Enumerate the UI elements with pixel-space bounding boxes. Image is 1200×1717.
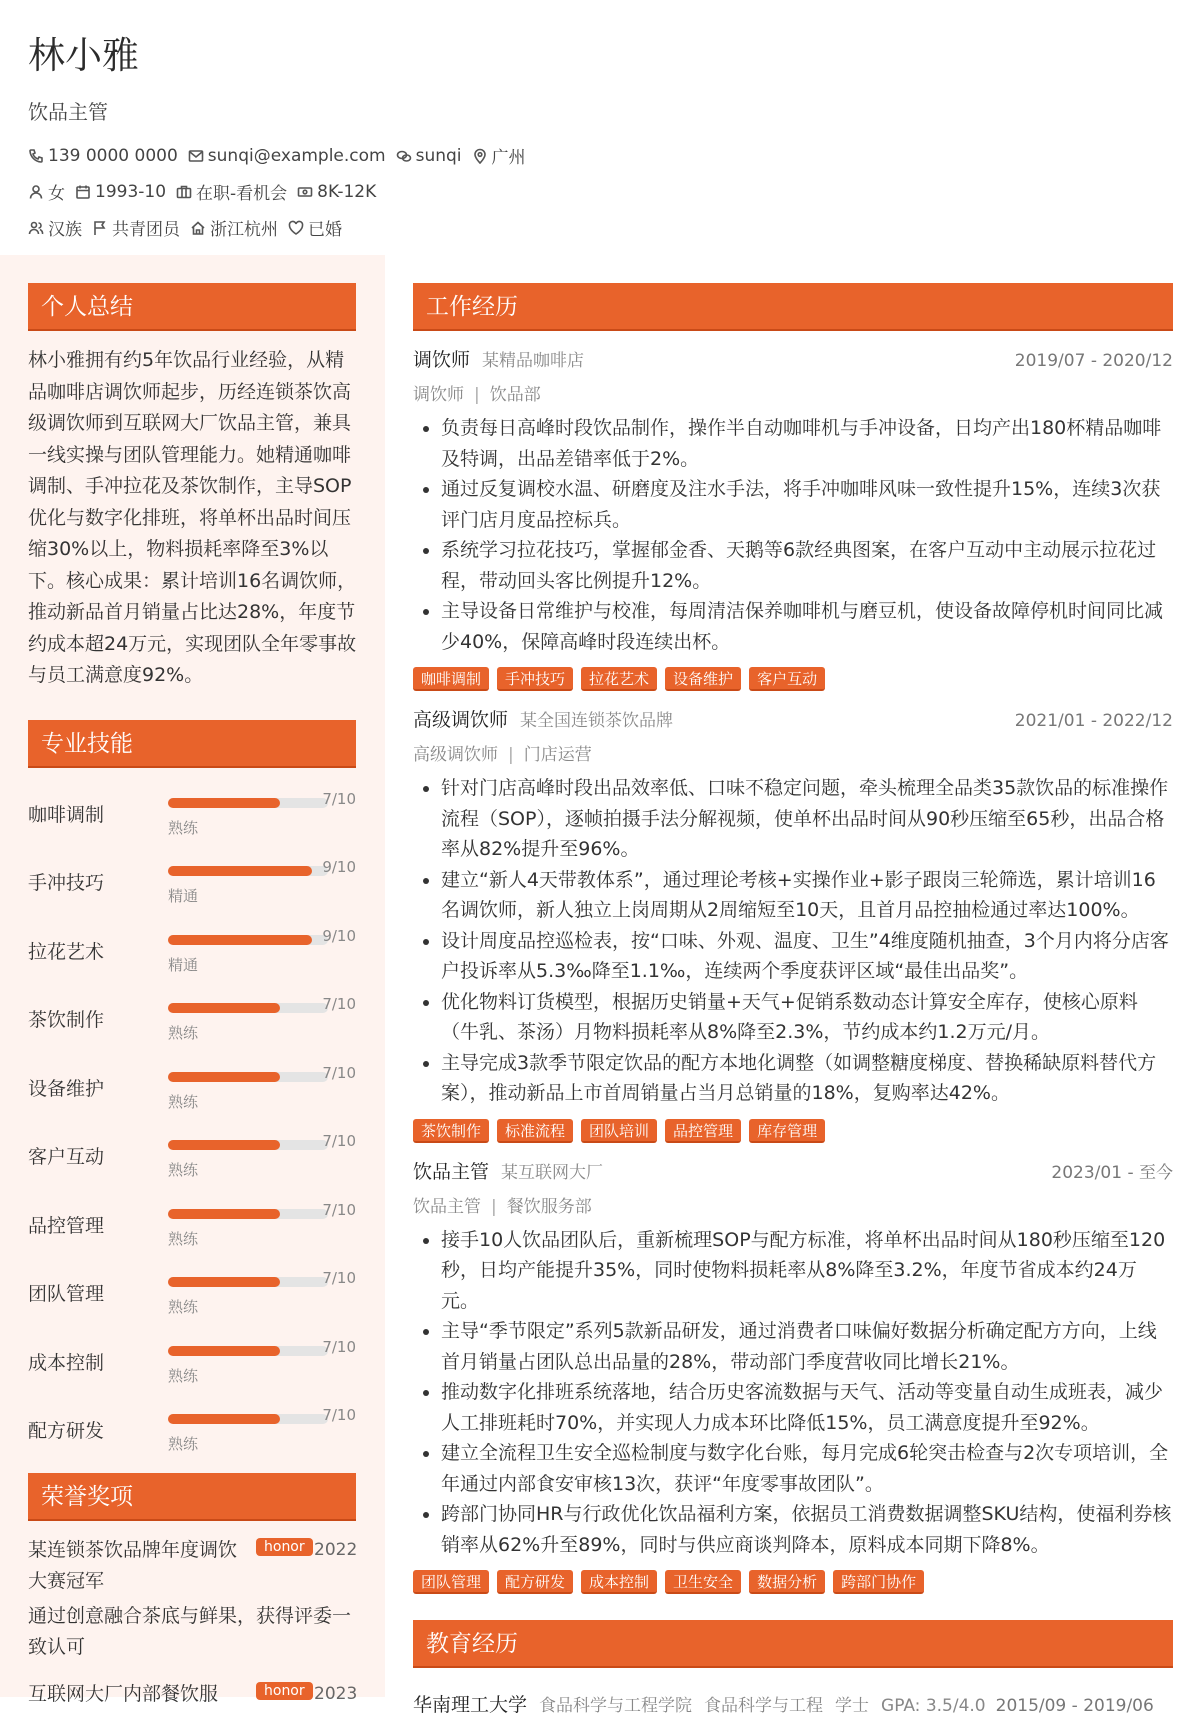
skill-level: 精通 — [168, 887, 199, 905]
status-item — [176, 179, 287, 204]
skill-tag: 成本控制 — [581, 1570, 657, 1594]
money-icon — [297, 184, 313, 200]
job-header — [413, 345, 1173, 372]
skill-level: 熟练 — [168, 1298, 199, 1316]
candidate-title: 饮品主管 — [28, 100, 108, 124]
salary-text: 8K-12K — [317, 181, 377, 202]
honor-badge: honor — [256, 1538, 313, 1556]
job-subline — [413, 380, 1173, 405]
skill-bar-fill — [168, 1003, 280, 1013]
divider: | — [508, 745, 514, 765]
skill-level: 熟练 — [168, 1366, 199, 1385]
home-icon — [190, 220, 206, 236]
skill-bar-fill — [168, 1072, 280, 1082]
city-text: 广州 — [491, 148, 526, 168]
skill-item — [28, 1054, 356, 1123]
flag-icon — [92, 220, 108, 236]
skill-bar-track — [168, 1414, 328, 1424]
job-subline — [413, 1192, 1173, 1217]
job-entry — [413, 345, 1173, 691]
honor-badge: honor — [256, 1682, 313, 1700]
location-icon — [472, 148, 488, 164]
skill-level: 熟练 — [168, 1092, 199, 1111]
skill-item — [28, 780, 356, 849]
job-company: 某互联网大厂 — [501, 1162, 604, 1183]
main-content — [413, 255, 1173, 1717]
job-department: 饮品部 — [489, 385, 541, 405]
skill-name: 拉花艺术 — [28, 940, 105, 963]
honor-year: 2022 — [314, 1539, 358, 1560]
skills-heading: 专业技能 — [28, 720, 356, 768]
hometown-item — [190, 215, 278, 240]
summary-heading: 个人总结 — [28, 283, 356, 331]
wechat-item — [396, 146, 462, 166]
honors-heading: 荣誉奖项 — [28, 1473, 356, 1521]
skill-item — [28, 1122, 356, 1191]
skill-name: 客户互动 — [28, 1146, 105, 1168]
skill-bar-track — [168, 1346, 328, 1356]
skill-bar-track — [168, 866, 328, 876]
job-position: 饮品主管 — [413, 1196, 481, 1217]
skill-score: 9/10 — [322, 926, 356, 945]
skill-level: 精通 — [168, 955, 199, 974]
job-tags — [413, 667, 1173, 691]
skill-item — [28, 985, 356, 1054]
city-item — [472, 143, 526, 168]
edu-gpa: GPA: 3.5/4.0 — [881, 1696, 986, 1716]
gender-item — [28, 179, 65, 204]
job-role: 高级调饮师 — [413, 709, 509, 731]
skill-score: 7/10 — [322, 1269, 356, 1287]
skill-score: 7/10 — [322, 1132, 356, 1150]
skill-level: 熟练 — [168, 1161, 199, 1179]
skill-item — [28, 1259, 356, 1328]
wechat-text: sunqi — [415, 145, 462, 166]
skill-name: 茶饮制作 — [28, 1009, 105, 1031]
bullet-item: • 跨部门协同HR与行政优化饮品福利方案，依据员工消费数据调整SKU结构，使福利券核销率从62%升至89%，同时与供应商谈判降本，原料成本同期下降8%。 — [441, 1499, 1173, 1560]
job-bullets — [413, 413, 1173, 657]
skill-tag: 客户互动 — [749, 667, 825, 691]
job-header — [413, 1157, 1173, 1184]
birth-item — [75, 182, 166, 202]
skill-bar-fill — [168, 798, 280, 808]
skill-bar-fill — [168, 866, 312, 876]
skill-score: 7/10 — [322, 1337, 356, 1356]
skill-tag: 拉花艺术 — [581, 667, 657, 691]
honor-desc: 通过创意融合茶底与鲜果，获得评委一致认可 — [28, 1604, 352, 1658]
work-heading: 工作经历 — [413, 283, 1173, 331]
skill-tag: 库存管理 — [749, 1119, 825, 1143]
ethnicity-text: 汉族 — [48, 220, 82, 240]
ethnicity-item — [28, 215, 82, 240]
bullet-item: • 负责每日高峰时段饮品制作，操作半自动咖啡机与手冲设备，日均产出180杯精品咖啡及特调，出品差错率低于2%。 — [441, 413, 1173, 474]
bullet-item: • 主导“季节限定”系列5款新品研发，通过消费者口味偏好数据分析确定配方方向，上线首月销量占团队总出品量的28%，带动部门季度营收同比增长21%。 — [441, 1316, 1173, 1377]
basics-row — [28, 179, 1178, 204]
honor-year: 2023 — [314, 1683, 358, 1704]
job-subline — [413, 740, 1173, 765]
skill-score: 7/10 — [322, 1200, 356, 1219]
phone-icon — [28, 148, 44, 164]
job-role-company — [413, 1157, 603, 1184]
skill-bar-fill — [168, 1346, 280, 1356]
skill-item — [28, 1396, 356, 1465]
calendar-icon — [75, 184, 91, 200]
skill-item — [28, 1191, 356, 1260]
skill-tag: 跨部门协作 — [833, 1570, 924, 1594]
political-text: 共青团员 — [112, 220, 180, 240]
skill-level: 熟练 — [168, 1229, 199, 1248]
skill-bar-fill — [168, 1414, 280, 1424]
people-icon — [28, 220, 44, 236]
skill-bar-track — [168, 1209, 328, 1219]
job-role: 调饮师 — [413, 349, 471, 371]
job-role: 饮品主管 — [413, 1160, 490, 1183]
person-icon — [28, 184, 44, 200]
heart-icon — [288, 220, 304, 236]
skill-score: 7/10 — [322, 995, 356, 1013]
honor-title: 某连锁茶饮品牌年度调饮大赛冠军 — [28, 1538, 238, 1592]
birth-text: 1993-10 — [95, 181, 167, 202]
email-text[interactable]: sunqi@example.com — [207, 145, 386, 166]
bullet-item: • 优化物料订货模型，根据历史销量+天气+促销系数动态计算安全库存，使核心原料（牛乳、茶汤）月物料损耗率从8%降至2.3%，节约成本约1.2万元/月。 — [441, 987, 1173, 1048]
job-tags — [413, 1119, 1173, 1143]
skill-tag: 咖啡调制 — [413, 667, 489, 691]
marital-text: 已婚 — [308, 220, 342, 240]
gender-text: 女 — [48, 184, 65, 204]
bullet-item: • 主导设备日常维护与校准，每周清洁保养咖啡机与磨豆机，使设备故障停机时间同比减少40%，保障高峰时段连续出杯。 — [441, 596, 1173, 657]
job-date: 2019/07 - 2020/12 — [1014, 351, 1173, 371]
bullet-item: • 主导完成3款季节限定饮品的配方本地化调整（如调整糖度梯度、替换稀缺原料替代方案），推动新品上市首周销量占当月总销量的18%，复购率达42%。 — [441, 1048, 1173, 1109]
job-header — [413, 705, 1173, 732]
email-item[interactable] — [188, 146, 386, 166]
skill-score: 7/10 — [322, 789, 356, 808]
mail-icon — [188, 148, 204, 164]
skill-bar-track — [168, 1277, 328, 1287]
skill-score: 9/10 — [322, 858, 356, 876]
skill-bar-fill — [168, 935, 312, 945]
skills-list — [28, 780, 356, 1465]
skill-tag: 团队管理 — [413, 1570, 489, 1594]
bullet-item: • 通过反复调校水温、研磨度及注水手法，将手冲咖啡风味一致性提升15%，连续3次获评门店月度品控标兵。 — [441, 474, 1173, 535]
skill-tag: 团队培训 — [581, 1119, 657, 1143]
bullet-item: • 系统学习拉花技巧，掌握郁金香、天鹅等6款经典图案，在客户互动中主动展示拉花过程，带动回头客比例提升12%。 — [441, 535, 1173, 596]
briefcase-icon — [176, 184, 192, 200]
skill-level: 熟练 — [168, 1435, 199, 1453]
honors-list — [28, 1535, 358, 1710]
education-heading: 教育经历 — [413, 1620, 1173, 1668]
skill-tag: 标准流程 — [497, 1119, 573, 1143]
job-position: 高级调饮师 — [413, 745, 498, 765]
skill-tag: 茶饮制作 — [413, 1119, 489, 1143]
summary-text: 林小雅拥有约5年饮品行业经验，从精品咖啡店调饮师起步，历经连锁茶饮高级调饮师到互联网大厂饮品主管，兼具一线实操与团队管理能力。她精通咖啡调制、手冲拉花及茶饮制作，主导SOP优化与数字化排班，将单杯出品时间压缩30%以上，物料损耗率降至3%以下。核心成果：累计培训16名调饮师，推动新品首月销量占比达28%，年度节约成本超24万元，实现团队全年零事故与员工满意度92%。 — [28, 349, 357, 686]
bullet-item: • 建立全流程卫生安全巡检制度与数字化台账，每月完成6轮突击检查与2次专项培训，全年通过内部食安审核13次，获评“年度零事故团队”。 — [441, 1438, 1173, 1499]
extra-row — [28, 215, 1178, 240]
honor-item — [28, 1679, 358, 1710]
salary-item — [297, 182, 376, 202]
job-company: 某全国连锁茶饮品牌 — [520, 711, 674, 731]
job-date: 2023/01 - 至今 — [1051, 1162, 1173, 1183]
skill-bar-fill — [168, 1140, 280, 1150]
skill-bar-fill — [168, 1277, 280, 1287]
job-role-company — [413, 705, 673, 732]
job-role-company — [413, 345, 584, 372]
skill-bar-track — [168, 798, 328, 808]
honor-title: 互联网大厂内部餐饮服 — [28, 1682, 219, 1705]
edu-college: 食品科学与工程学院 — [539, 1696, 693, 1716]
skill-score: 7/10 — [322, 1406, 356, 1424]
marital-item — [288, 215, 342, 240]
bullet-item: • 针对门店高峰时段出品效率低、口味不稳定问题，牵头梳理全品类35款饮品的标准操作流程（SOP），逐帧拍摄手法分解视频，使单杯出品时间从90秒压缩至65秒，出品合格率从82%提升至96%。 — [441, 773, 1173, 865]
skill-bar-track — [168, 935, 328, 945]
skill-name: 设备维护 — [28, 1077, 105, 1100]
skill-bar-track — [168, 1003, 328, 1013]
skill-tag: 设备维护 — [665, 667, 741, 691]
job-position: 调饮师 — [413, 385, 464, 405]
phone-text: 139 0000 0000 — [48, 145, 178, 166]
skill-name: 团队管理 — [28, 1283, 105, 1305]
edu-degree: 学士 — [835, 1696, 870, 1716]
job-department: 门店运营 — [523, 745, 592, 765]
bullet-item: • 推动数字化排班系统落地，结合历史客流数据与天气、活动等变量自动生成班表，减少人工排班耗时70%，并实现人力成本环比降低15%，员工满意度提升至92%。 — [441, 1377, 1173, 1438]
wechat-icon — [396, 148, 412, 164]
contact-row — [28, 143, 1178, 168]
edu-date: 2015/09 - 2019/06 — [995, 1696, 1154, 1716]
skill-name: 配方研发 — [28, 1420, 105, 1442]
skill-tag: 手冲技巧 — [497, 667, 573, 691]
skill-item — [28, 917, 356, 986]
skill-tag: 卫生安全 — [665, 1570, 741, 1594]
skill-name: 手冲技巧 — [28, 872, 105, 894]
divider: | — [474, 385, 480, 405]
divider: | — [491, 1196, 497, 1217]
skill-tag: 品控管理 — [665, 1119, 741, 1143]
skill-bar-track — [168, 1072, 328, 1082]
phone-item — [28, 146, 178, 166]
skill-level: 熟练 — [168, 818, 199, 837]
skill-bar-track — [168, 1140, 328, 1150]
honor-item — [28, 1535, 358, 1663]
skill-item — [28, 1328, 356, 1397]
skill-name: 咖啡调制 — [28, 803, 105, 826]
skill-item — [28, 848, 356, 917]
bullet-item: • 接手10人饮品团队后，重新梳理SOP与配方标准，将单杯出品时间从180秒压缩至120秒，日均产能提升35%，同时使物料损耗率从8%降至3.2%，年度节省成本约24万元。 — [441, 1225, 1173, 1317]
left-sidebar — [0, 255, 385, 1705]
bullet-item: • 设计周度品控巡检表，按“口味、外观、温度、卫生”4维度随机抽查，3个月内将分店客户投诉率从5.3‰降至1.1‰，连续两个季度获评区域“最佳出品奖”。 — [441, 926, 1173, 987]
edu-major: 食品科学与工程 — [704, 1696, 824, 1716]
job-entry — [413, 1157, 1173, 1595]
hometown-text: 浙江杭州 — [210, 220, 278, 240]
political-item — [92, 215, 180, 240]
job-department: 餐饮服务部 — [506, 1196, 592, 1217]
job-tags — [413, 1570, 1173, 1594]
bullet-item: • 建立“新人4天带教体系”，通过理论考核+实操作业+影子跟岗三轮筛选，累计培训16名调饮师，新人独立上岗周期从2周缩短至10天，且首月品控抽检通过率达100%。 — [441, 865, 1173, 926]
job-bullets — [413, 773, 1173, 1109]
skill-bar-fill — [168, 1209, 280, 1219]
education-entry — [413, 1690, 1173, 1717]
skill-level: 熟练 — [168, 1024, 199, 1042]
job-entry — [413, 705, 1173, 1143]
candidate-name: 林小雅 — [28, 34, 139, 77]
status-text: 在职-看机会 — [196, 184, 288, 204]
job-bullets — [413, 1225, 1173, 1561]
skill-tag: 数据分析 — [749, 1570, 825, 1594]
skill-score: 7/10 — [322, 1063, 356, 1082]
job-company: 某精品咖啡店 — [482, 351, 585, 371]
job-date: 2021/01 - 2022/12 — [1014, 711, 1173, 731]
skill-name: 成本控制 — [28, 1351, 105, 1374]
skill-name: 品控管理 — [28, 1214, 105, 1237]
edu-school: 华南理工大学 — [413, 1694, 528, 1716]
resume-header — [28, 30, 1178, 240]
skill-tag: 配方研发 — [497, 1570, 573, 1594]
